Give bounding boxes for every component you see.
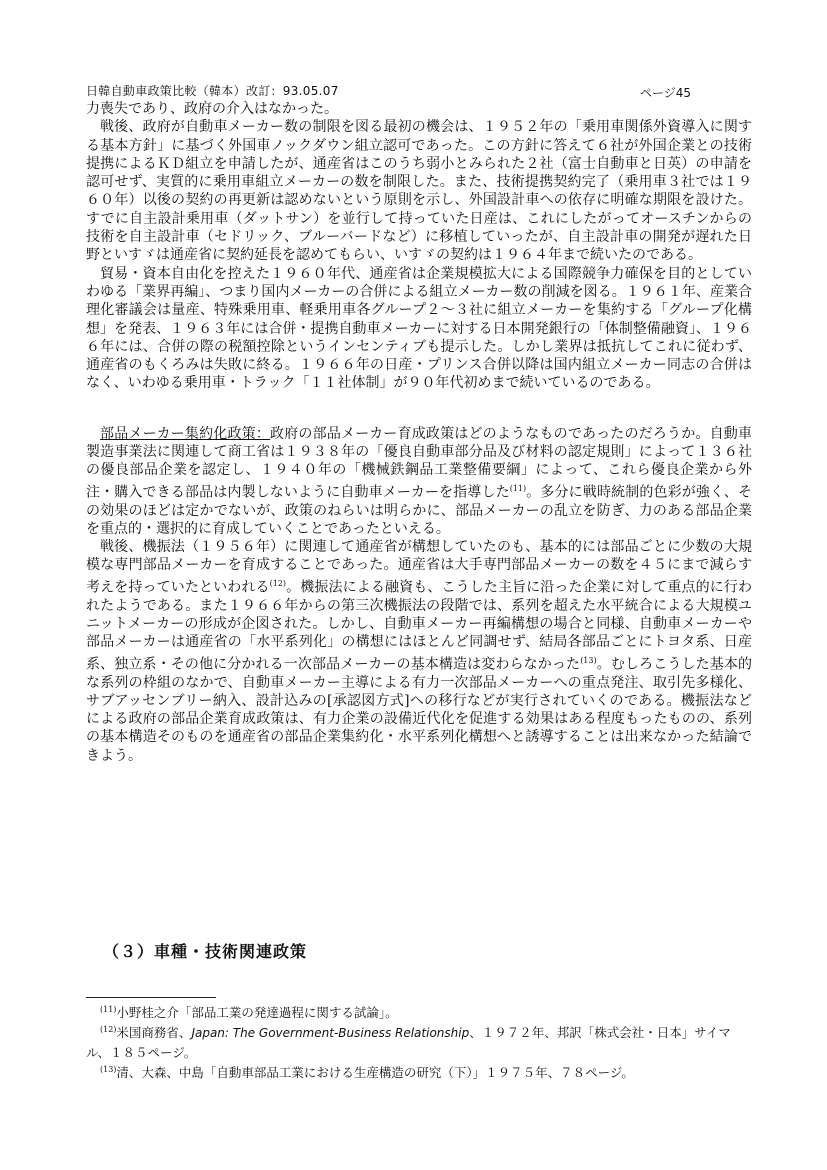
paragraph-2: 戦後、政府が自動車メーカー数の制限を図る最初の機会は、１９５２年の「乗用車関係外資導入に関する基本方針」に基づく外国車ノックダウン組立認可であった。この方針に答えて６社が外国企業との技術提携によるＫＤ組立を申請したが、通産省はこのうち弱小とみられた２社（富士自動車と日英）の申請を認可せず、実質的に乗用車組立メーカーの数を制限した。また、技術提携契約完了（乗用車３社では１９６０年）以後の契約の再更新は認めないという原則を示し、外国設計車への依存に明確な期限を設けた。すでに自主設計乗用車（ダットサン）を並行して持っていた日産は、これにしたがってオースチンからの技術を自主設計車（セドリック、ブルーバードなど）に移植していったが、自主設計車の開発が遅れた日野といすゞは通産省に契約延長を認めてもらい、いすゞの契約は１９６４年まで続いたのである。 [86,119,752,264]
footnote-13-text: 清、大森、中島「自動車部品工業における生産構造の研究（下）」１９７５年、７８ページ。 [116,1065,634,1081]
paragraph-4 [86,425,752,538]
footnote-ref-11: (11) [509,483,527,493]
paragraph-5-text-b: 。機振法による融資も、こうした主旨に沿った企業に対して重点的に行われたようである。また１９６６年からの第三次機振法の段階では、系列を超えた水平統合による大規模ユニットメーカーの形成が企図された。しかし、自動車メーカー再編構想の場合と同様、自動車メーカーや部品メーカーは通産省の「水平系列化」の構想にはほとんど同調せず、結局各部品ごとにトヨタ系、日産系、独立系・その他に分かれる一次部品メーカーの基本構造は変わらなかった [86,579,752,673]
footnote-ref-12: (12) [269,578,286,588]
paragraph-5-text-c: 。むしろこうした基本的な系列の枠組のなかで、自動車メーカー主導による有力一次部品メーカーへの重点発注、取引先多様化、サブアッセンブリー納入、設計込みの[承認図方式]への移行などが実行されていくのである。機振法などによる政府の部品企業育成政策は、有力企業の設備近代化を促進する効果はある程度もったものの、系列の基本構造そのものを通産省の部品企業集約化・水平系列化構想へと誘導することは出来なかった結論できよう。 [86,656,753,764]
paragraph-5-text-a: 戦後、機振法（１９５６年）に関連して通産省が構想していたのも、基本的には部品ごとに少数の大規模な専門部品メーカーを育成することであった。通産省は大手専門部品メーカーの数を４５にまで減らす考えを持っていたといわれる [86,539,752,596]
footnote-13 [86,1060,766,1082]
footnote-11-text: 小野桂之介「部品工業の発達過程に関する試論」。 [116,1005,398,1021]
footnote-12-mark: (12) [100,1025,117,1034]
footnote-13-mark: (13) [100,1065,117,1074]
body-text [86,100,752,765]
paragraph-5 [86,538,752,765]
paragraph-1: 力喪失であり、政府の介入はなかった。 [86,101,338,117]
subheading-parts-policy: 部品メーカー集約化政策： [100,425,271,442]
paragraph-4-text-a: 政府の部品メーカー育成政策はどのようなものであったのだろうか。自動車製造事業法に関連して商工省は１９３８年の「優良自動車部分品及び材料の認定規則」によって１３６社の優良部品企業を認定し、１９４０年の「機械鉄鋼品工業整備要綱」によって、これら優良企業から外注・購入できる部品は内製しないように自動車メーカーを指導した [86,425,752,501]
paragraph-3: 貿易・資本自由化を控えた１９６０年代、通産省は企業規模拡大による国際競争力確保を目的としていわゆる「業界再編」、つまり国内メーカーの合併による組立メーカー数の削減を図る。１９６１年、産業合理化審議会は量産、特殊乗用車、軽乗用車各グループ２～３社に組立メーカーを集約する「グループ化構想」を発表、１９６３年には合併・提携自動車メーカーに対する日本開発銀行の「体制整備融資」、１９６６年には、合併の際の税額控除というインセンティブも提示した。しかし業界は抵抗してこれに従わず、通産省のもくろみは失敗に終る。１９６６年の日産・プリンス合併以降は国内組立メーカー同志の合併はなく、いわゆる乗用車・トラック「１１社体制」が９０年代初めまで続いているのである。 [86,265,752,392]
footnote-11-mark: (11) [100,1005,117,1014]
footnote-12-post: 、１９７２年、邦訳「株式会社・日本」サイマル、１８５ページ。 [86,1025,731,1061]
section-heading: （３）車種・技術関連政策 [103,942,308,961]
footnote-divider [86,997,216,998]
footnote-ref-13: (13) [580,655,597,665]
page-header-title: 日韓自動車政策比較（韓本）改訂：93.05.07 [86,84,339,98]
footnote-11 [86,1000,766,1022]
paragraph-4-text-b: 。多分に戦時統制的色彩が強く、その効果のほどは定かでないが、政策のねらいは明らかに、部品メーカーの乱立を防ぎ、力のある部品企業を重点的・選択的に育成していくことであったといえる。 [86,484,752,537]
footnote-12-pre: 米国商務省、 [116,1025,192,1041]
page-number: ページ45 [640,86,692,100]
footnote-12-title: Japan: The Government-Business Relationship [191,1026,470,1041]
footnote-12 [86,1020,752,1062]
